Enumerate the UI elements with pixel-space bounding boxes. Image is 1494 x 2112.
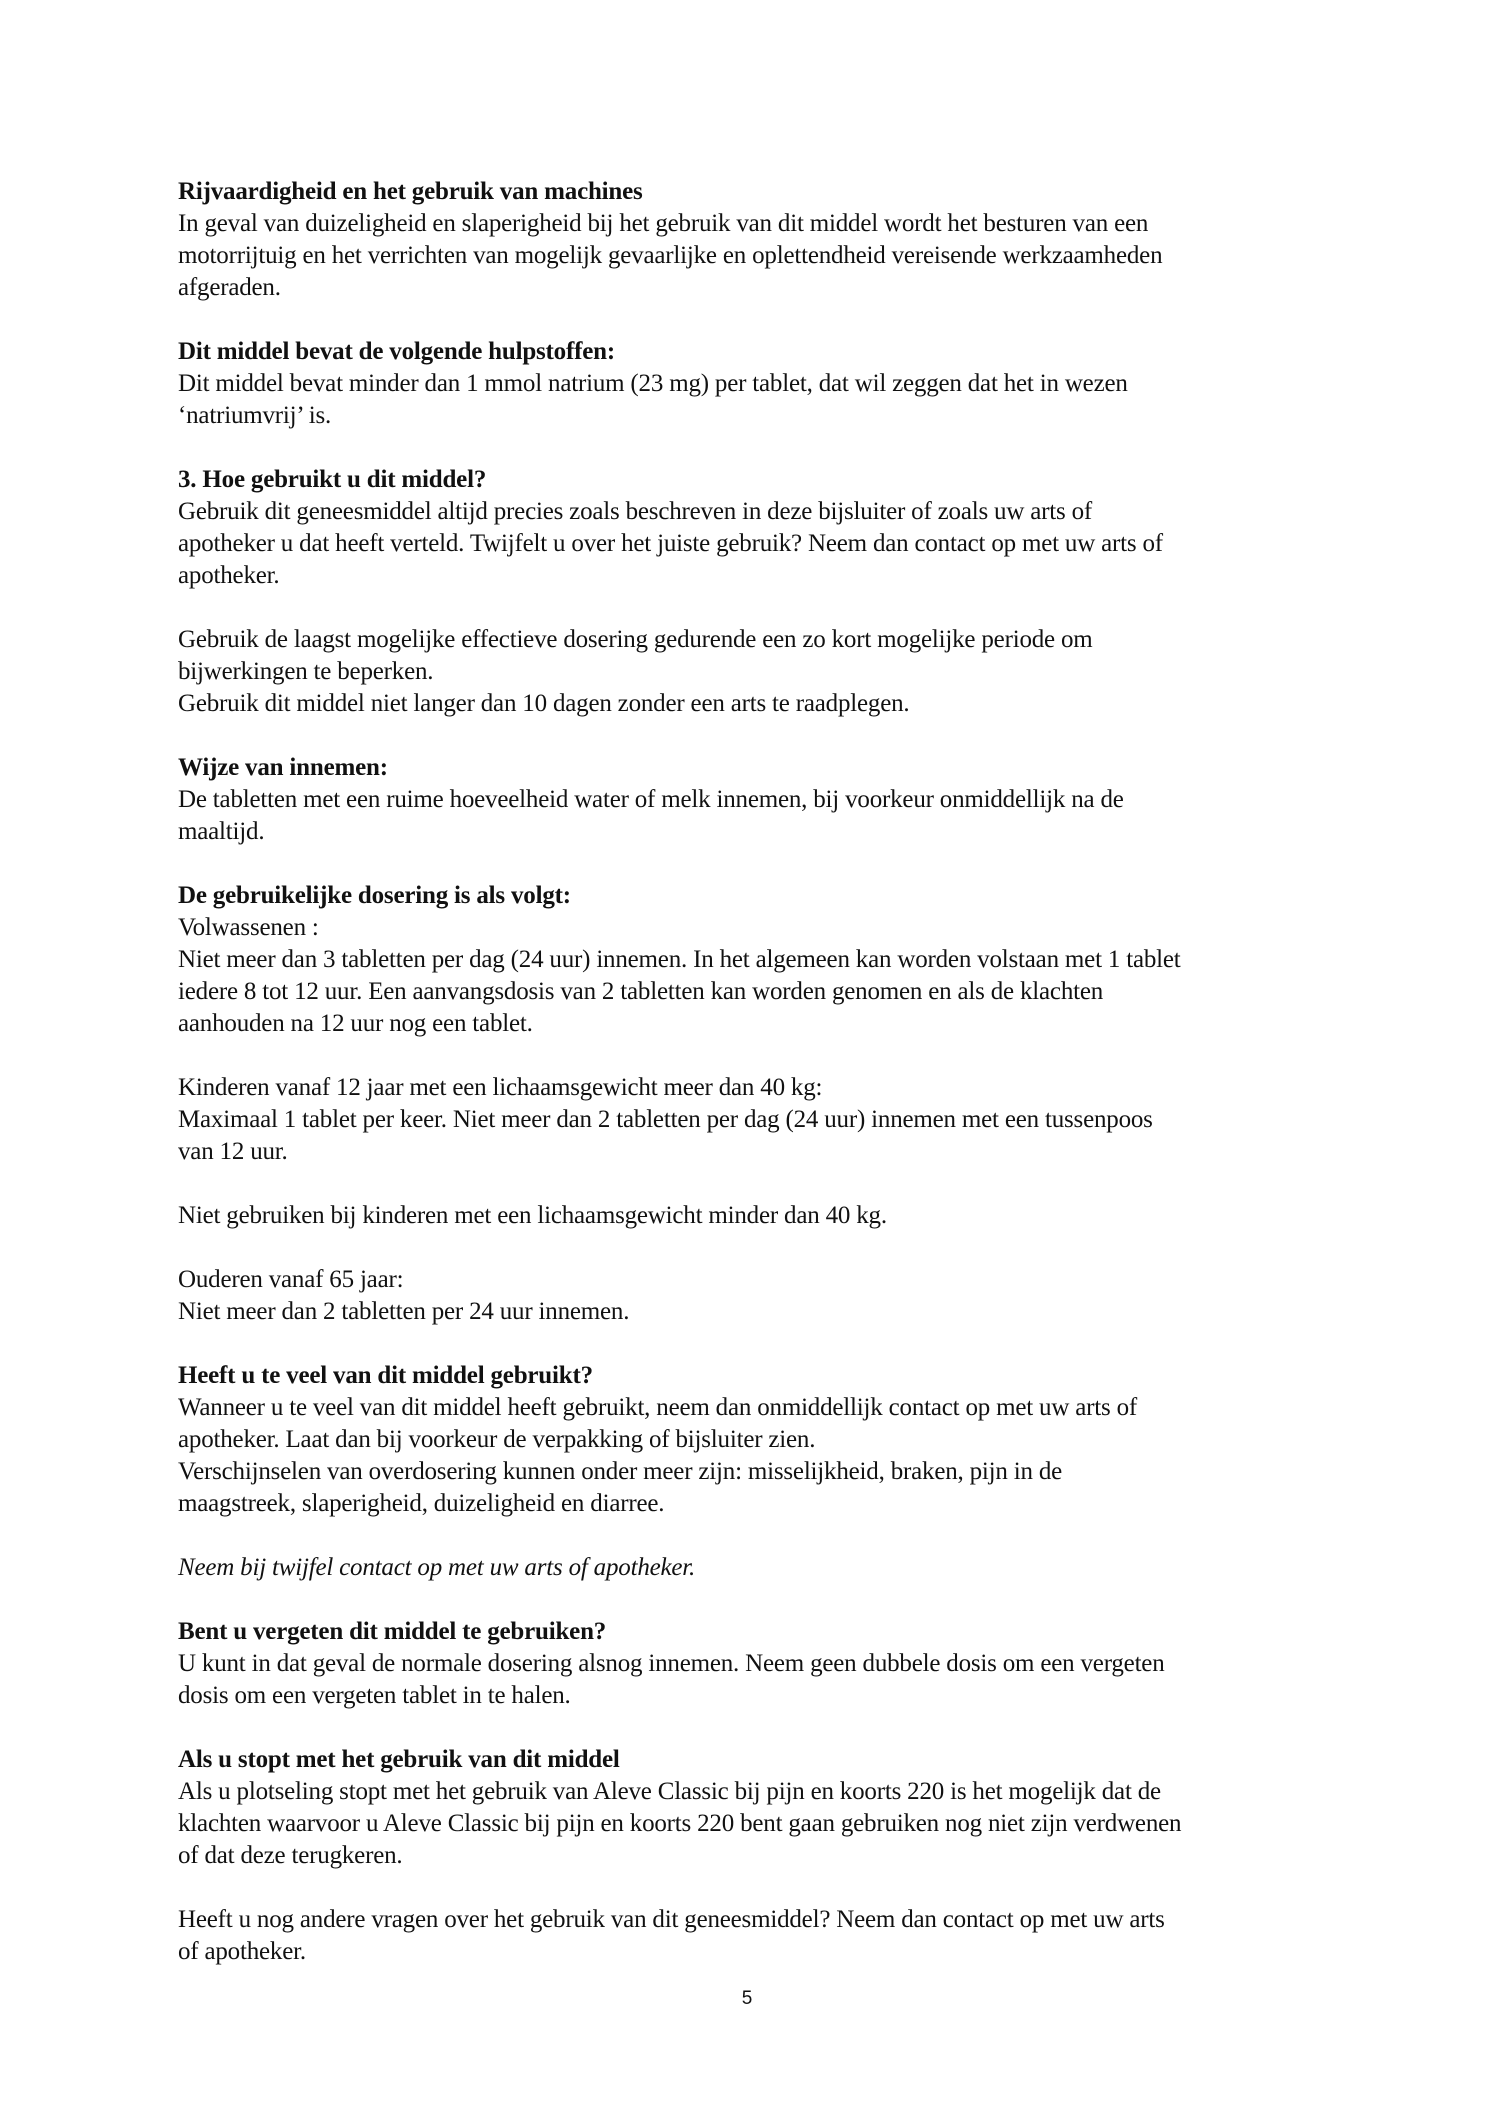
paragraph-line: Volwassenen :	[178, 914, 319, 941]
section-children-under-40kg	[178, 1200, 1338, 1232]
paragraph-line: Maximaal 1 tablet per keer. Niet meer dan 2 tabletten per dag (24 uur) innemen met een tussenpoos	[178, 1106, 1153, 1133]
paragraph-line: afgeraden.	[178, 274, 281, 301]
paragraph-line: Gebruik de laagst mogelijke effectieve dosering gedurende een zo kort mogelijke periode om	[178, 626, 1093, 653]
page-number: 5	[741, 1988, 753, 2009]
paragraph-line: apotheker.	[178, 562, 280, 589]
paragraph-line: Kinderen vanaf 12 jaar met een lichaamsgewicht meer dan 40 kg:	[178, 1074, 823, 1101]
section-other-questions	[178, 1904, 1338, 1968]
section-heading: Wijze van innemen:	[178, 754, 388, 781]
paragraph-line: iedere 8 tot 12 uur. Een aanvangsdosis van 2 tabletten kan worden genomen en als de klachten	[178, 978, 1104, 1005]
section-method-of-intake	[178, 752, 1338, 848]
section-heading: Heeft u te veel van dit middel gebruikt?	[178, 1362, 593, 1389]
section-elderly	[178, 1264, 1338, 1328]
paragraph-line: apotheker u dat heeft verteld. Twijfelt u over het juiste gebruik? Neem dan contact op met uw arts of	[178, 530, 1163, 557]
paragraph-line: motorrijtuig en het verrichten van mogelijk gevaarlijke en oplettendheid vereisende werkzaamheden	[178, 242, 1163, 269]
paragraph-line: Gebruik dit middel niet langer dan 10 dagen zonder een arts te raadplegen.	[178, 690, 910, 717]
paragraph-line: Wanneer u te veel van dit middel heeft gebruikt, neem dan onmiddellijk contact op met uw arts of	[178, 1394, 1138, 1421]
paragraph-line: aanhouden na 12 uur nog een tablet.	[178, 1010, 533, 1037]
paragraph-line: Ouderen vanaf 65 jaar:	[178, 1266, 404, 1293]
paragraph-line: of dat deze terugkeren.	[178, 1842, 403, 1869]
section-excipients	[178, 336, 1338, 432]
section-driving-machines	[178, 176, 1338, 304]
section-heading: 3. Hoe gebruikt u dit middel?	[178, 466, 487, 493]
paragraph-line: klachten waarvoor u Aleve Classic bij pijn en koorts 220 bent gaan gebruiken nog niet zijn verdwenen	[178, 1810, 1182, 1837]
section-heading: Als u stopt met het gebruik van dit middel	[178, 1746, 620, 1773]
paragraph-line: van 12 uur.	[178, 1138, 288, 1165]
paragraph-line: of apotheker.	[178, 1938, 306, 1965]
paragraph-line: ‘natriumvrij’ is.	[178, 402, 332, 429]
section-heading: Bent u vergeten dit middel te gebruiken?	[178, 1618, 607, 1645]
paragraph-line: bijwerkingen te beperken.	[178, 658, 434, 685]
paragraph-line: maagstreek, slaperigheid, duizeligheid en diarree.	[178, 1490, 665, 1517]
section-doubt-note	[178, 1552, 1338, 1584]
paragraph-line: Niet meer dan 2 tabletten per 24 uur innemen.	[178, 1298, 630, 1325]
section-overdose	[178, 1360, 1338, 1520]
section-forgotten-dose	[178, 1616, 1338, 1712]
section-stopping-use	[178, 1744, 1338, 1872]
section-heading: De gebruikelijke dosering is als volgt:	[178, 882, 571, 909]
paragraph-line: Niet gebruiken bij kinderen met een lichaamsgewicht minder dan 40 kg.	[178, 1202, 887, 1229]
section-heading: Dit middel bevat de volgende hulpstoffen:	[178, 338, 615, 365]
paragraph-line: U kunt in dat geval de normale dosering alsnog innemen. Neem geen dubbele dosis om een vergeten	[178, 1650, 1165, 1677]
document-page	[178, 176, 1338, 1968]
paragraph-line: De tabletten met een ruime hoeveelheid water of melk innemen, bij voorkeur onmiddellijk na de	[178, 786, 1124, 813]
section-lowest-dose	[178, 624, 1338, 720]
paragraph-line: Heeft u nog andere vragen over het gebruik van dit geneesmiddel? Neem dan contact op met uw arts	[178, 1906, 1165, 1933]
paragraph-line: Gebruik dit geneesmiddel altijd precies zoals beschreven in deze bijsluiter of zoals uw arts of	[178, 498, 1093, 525]
italic-note: Neem bij twijfel contact op met uw arts of apotheker.	[178, 1554, 696, 1581]
paragraph-line: Verschijnselen van overdosering kunnen onder meer zijn: misselijkheid, braken, pijn in de	[178, 1458, 1063, 1485]
paragraph-line: apotheker. Laat dan bij voorkeur de verpakking of bijsluiter zien.	[178, 1426, 816, 1453]
section-children-over-12	[178, 1072, 1338, 1168]
paragraph-line: Dit middel bevat minder dan 1 mmol natrium (23 mg) per tablet, dat wil zeggen dat het in wezen	[178, 370, 1128, 397]
paragraph-line: maaltijd.	[178, 818, 265, 845]
paragraph-line: dosis om een vergeten tablet in te halen.	[178, 1682, 571, 1709]
paragraph-line: In geval van duizeligheid en slaperigheid bij het gebruik van dit middel wordt het besturen van een	[178, 210, 1149, 237]
paragraph-line: Niet meer dan 3 tabletten per dag (24 uur) innemen. In het algemeen kan worden volstaan met 1 tablet	[178, 946, 1181, 973]
paragraph-line: Als u plotseling stopt met het gebruik van Aleve Classic bij pijn en koorts 220 is het mogelijk dat de	[178, 1778, 1161, 1805]
section-heading: Rijvaardigheid en het gebruik van machines	[178, 178, 643, 205]
section-how-to-use	[178, 464, 1338, 592]
section-usual-dosage	[178, 880, 1338, 1040]
